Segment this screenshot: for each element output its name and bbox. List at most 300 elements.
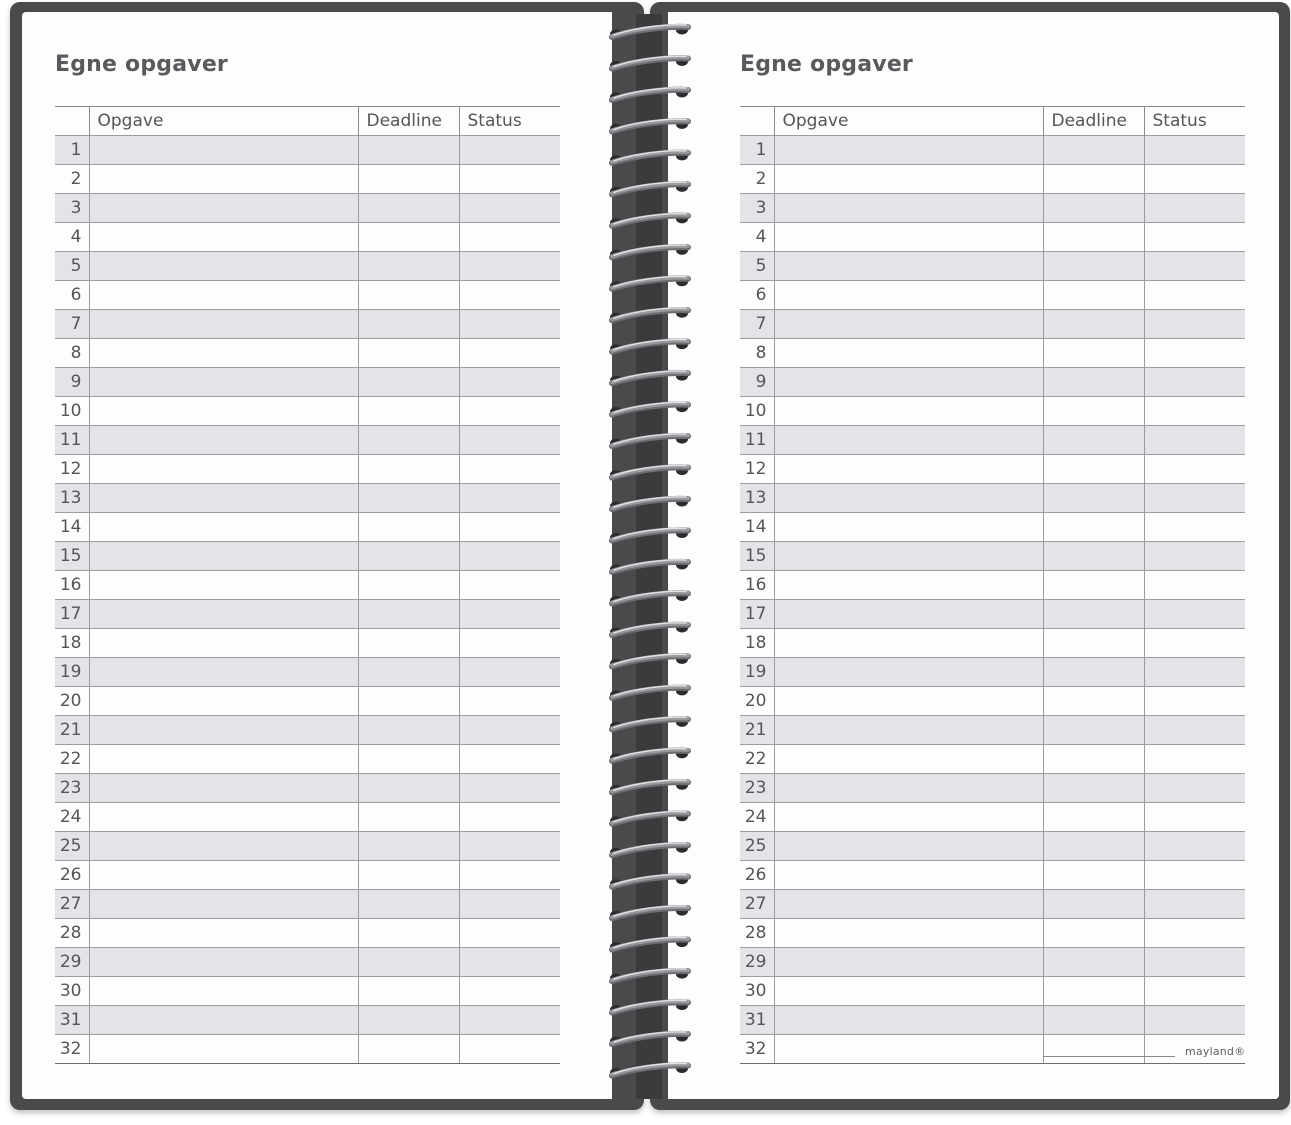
table-row (740, 861, 1245, 890)
deadline-cell[interactable] (358, 542, 459, 571)
row-number: 8 (55, 339, 89, 368)
task-cell[interactable] (89, 687, 358, 716)
status-cell[interactable] (459, 397, 560, 426)
status-cell[interactable] (459, 571, 560, 600)
column-header-status: Status (1144, 107, 1245, 136)
status-cell[interactable] (459, 368, 560, 397)
deadline-cell[interactable] (1043, 223, 1144, 252)
table-row (55, 310, 560, 339)
row-number: 20 (740, 687, 774, 716)
row-number: 32 (740, 1035, 774, 1064)
deadline-cell[interactable] (1043, 658, 1144, 687)
status-cell[interactable] (459, 165, 560, 194)
task-cell[interactable] (774, 861, 1043, 890)
deadline-cell[interactable] (1043, 136, 1144, 165)
column-header-number (55, 107, 89, 136)
row-number: 24 (740, 803, 774, 832)
task-cell[interactable] (774, 542, 1043, 571)
task-cell[interactable] (774, 803, 1043, 832)
table-row (740, 774, 1245, 803)
deadline-cell[interactable] (1043, 629, 1144, 658)
status-cell[interactable] (459, 948, 560, 977)
table-row (740, 397, 1245, 426)
row-number: 2 (55, 165, 89, 194)
status-cell[interactable] (1144, 745, 1245, 774)
task-cell[interactable] (774, 165, 1043, 194)
task-cell[interactable] (89, 774, 358, 803)
task-cell[interactable] (89, 339, 358, 368)
row-number: 30 (55, 977, 89, 1006)
deadline-cell[interactable] (358, 716, 459, 745)
deadline-cell[interactable] (358, 1006, 459, 1035)
task-cell[interactable] (89, 832, 358, 861)
status-cell[interactable] (459, 832, 560, 861)
status-cell[interactable] (459, 194, 560, 223)
row-number: 22 (740, 745, 774, 774)
deadline-cell[interactable] (358, 426, 459, 455)
deadline-cell[interactable] (1043, 1035, 1144, 1064)
table-row (740, 832, 1245, 861)
deadline-cell[interactable] (358, 948, 459, 977)
task-cell[interactable] (774, 629, 1043, 658)
status-cell[interactable] (1144, 977, 1245, 1006)
task-cell[interactable] (89, 919, 358, 948)
status-cell[interactable] (459, 455, 560, 484)
table-row (55, 919, 560, 948)
table-row (55, 1006, 560, 1035)
status-cell[interactable] (459, 861, 560, 890)
row-number: 26 (55, 861, 89, 890)
deadline-cell[interactable] (1043, 455, 1144, 484)
deadline-cell[interactable] (358, 629, 459, 658)
table-row (55, 223, 560, 252)
table-row (740, 629, 1245, 658)
deadline-cell[interactable] (1043, 977, 1144, 1006)
row-number: 1 (740, 136, 774, 165)
table-row (740, 281, 1245, 310)
status-cell[interactable] (1144, 832, 1245, 861)
status-cell[interactable] (459, 977, 560, 1006)
table-row (55, 977, 560, 1006)
task-cell[interactable] (89, 629, 358, 658)
brand-rule (1043, 1056, 1175, 1057)
table-row (740, 513, 1245, 542)
status-cell[interactable] (1144, 1006, 1245, 1035)
task-cell[interactable] (774, 832, 1043, 861)
task-cell[interactable] (89, 658, 358, 687)
table-row (740, 948, 1245, 977)
table-row (55, 658, 560, 687)
deadline-cell[interactable] (358, 600, 459, 629)
deadline-cell[interactable] (1043, 484, 1144, 513)
deadline-cell[interactable] (358, 368, 459, 397)
task-cell[interactable] (89, 310, 358, 339)
status-cell[interactable] (1144, 861, 1245, 890)
row-number: 7 (55, 310, 89, 339)
status-cell[interactable] (459, 1035, 560, 1064)
table-row (740, 658, 1245, 687)
row-number: 26 (740, 861, 774, 890)
table-row (55, 426, 560, 455)
row-number: 3 (55, 194, 89, 223)
status-cell[interactable] (1144, 687, 1245, 716)
task-table (55, 106, 560, 1064)
spiral-binding-icon (604, 14, 694, 1099)
row-number: 25 (740, 832, 774, 861)
status-cell[interactable] (1144, 716, 1245, 745)
task-cell[interactable] (89, 977, 358, 1006)
status-cell[interactable] (1144, 426, 1245, 455)
status-cell[interactable] (459, 803, 560, 832)
table-row (740, 1006, 1245, 1035)
row-number: 12 (55, 455, 89, 484)
column-header-status: Status (459, 107, 560, 136)
deadline-cell[interactable] (358, 861, 459, 890)
table-row (740, 136, 1245, 165)
row-number: 31 (55, 1006, 89, 1035)
row-number: 29 (740, 948, 774, 977)
status-cell[interactable] (1144, 513, 1245, 542)
table-row (55, 194, 560, 223)
task-cell[interactable] (89, 745, 358, 774)
row-number: 25 (55, 832, 89, 861)
row-number: 20 (55, 687, 89, 716)
table-row (55, 745, 560, 774)
status-cell[interactable] (1144, 948, 1245, 977)
status-cell[interactable] (1144, 397, 1245, 426)
row-number: 31 (740, 1006, 774, 1035)
deadline-cell[interactable] (1043, 716, 1144, 745)
deadline-cell[interactable] (358, 513, 459, 542)
status-cell[interactable] (1144, 281, 1245, 310)
row-number: 8 (740, 339, 774, 368)
table-row (55, 600, 560, 629)
task-cell[interactable] (774, 194, 1043, 223)
status-cell[interactable] (459, 281, 560, 310)
deadline-cell[interactable] (1043, 1006, 1144, 1035)
deadline-cell[interactable] (1043, 426, 1144, 455)
task-cell[interactable] (774, 919, 1043, 948)
status-cell[interactable] (459, 542, 560, 571)
row-number: 17 (740, 600, 774, 629)
deadline-cell[interactable] (1043, 948, 1144, 977)
deadline-cell[interactable] (358, 397, 459, 426)
deadline-cell[interactable] (358, 687, 459, 716)
status-cell[interactable] (459, 687, 560, 716)
task-cell[interactable] (774, 455, 1043, 484)
status-cell[interactable] (459, 745, 560, 774)
row-number: 18 (55, 629, 89, 658)
task-cell[interactable] (774, 426, 1043, 455)
deadline-cell[interactable] (1043, 832, 1144, 861)
status-cell[interactable] (1144, 165, 1245, 194)
deadline-cell[interactable] (358, 774, 459, 803)
table-row (55, 165, 560, 194)
row-number: 2 (740, 165, 774, 194)
deadline-cell[interactable] (358, 484, 459, 513)
task-cell[interactable] (774, 687, 1043, 716)
left-page (22, 12, 612, 1099)
deadline-cell[interactable] (1043, 803, 1144, 832)
table-row (55, 252, 560, 281)
table-row (740, 252, 1245, 281)
task-cell[interactable] (89, 948, 358, 977)
status-cell[interactable] (459, 716, 560, 745)
deadline-cell[interactable] (1043, 310, 1144, 339)
task-cell[interactable] (89, 600, 358, 629)
row-number: 14 (55, 513, 89, 542)
deadline-cell[interactable] (1043, 339, 1144, 368)
task-cell[interactable] (89, 223, 358, 252)
task-cell[interactable] (774, 774, 1043, 803)
column-header-deadline: Deadline (358, 107, 459, 136)
row-number: 32 (55, 1035, 89, 1064)
deadline-cell[interactable] (358, 223, 459, 252)
status-cell[interactable] (459, 919, 560, 948)
task-cell[interactable] (89, 803, 358, 832)
task-cell[interactable] (774, 136, 1043, 165)
status-cell[interactable] (1144, 484, 1245, 513)
table-row (55, 1035, 560, 1064)
deadline-cell[interactable] (1043, 397, 1144, 426)
status-cell[interactable] (1144, 890, 1245, 919)
deadline-cell[interactable] (358, 310, 459, 339)
deadline-cell[interactable] (358, 136, 459, 165)
row-number: 15 (55, 542, 89, 571)
row-number: 5 (55, 252, 89, 281)
status-cell[interactable] (1144, 136, 1245, 165)
status-cell[interactable] (1144, 658, 1245, 687)
task-cell[interactable] (774, 658, 1043, 687)
deadline-cell[interactable] (358, 281, 459, 310)
task-cell[interactable] (89, 890, 358, 919)
row-number: 13 (55, 484, 89, 513)
deadline-cell[interactable] (358, 745, 459, 774)
deadline-cell[interactable] (358, 194, 459, 223)
deadline-cell[interactable] (1043, 571, 1144, 600)
deadline-cell[interactable] (1043, 542, 1144, 571)
status-cell[interactable] (1144, 803, 1245, 832)
task-cell[interactable] (89, 1035, 358, 1064)
status-cell[interactable] (459, 136, 560, 165)
row-number: 7 (740, 310, 774, 339)
status-cell[interactable] (459, 1006, 560, 1035)
table-row (740, 890, 1245, 919)
task-cell[interactable] (774, 513, 1043, 542)
task-cell[interactable] (89, 397, 358, 426)
table-row (740, 919, 1245, 948)
status-cell[interactable] (459, 339, 560, 368)
deadline-cell[interactable] (358, 832, 459, 861)
deadline-cell[interactable] (1043, 861, 1144, 890)
table-row (55, 484, 560, 513)
status-cell[interactable] (459, 774, 560, 803)
deadline-cell[interactable] (1043, 281, 1144, 310)
table-row (740, 455, 1245, 484)
status-cell[interactable] (459, 310, 560, 339)
deadline-cell[interactable] (1043, 513, 1144, 542)
status-cell[interactable] (1144, 194, 1245, 223)
table-row (740, 977, 1245, 1006)
task-cell[interactable] (774, 484, 1043, 513)
table-row (55, 629, 560, 658)
deadline-cell[interactable] (1043, 745, 1144, 774)
row-number: 21 (740, 716, 774, 745)
task-cell[interactable] (774, 1006, 1043, 1035)
deadline-cell[interactable] (358, 803, 459, 832)
row-number: 28 (740, 919, 774, 948)
task-cell[interactable] (89, 484, 358, 513)
table-row (55, 513, 560, 542)
task-cell[interactable] (89, 368, 358, 397)
table-row (55, 281, 560, 310)
status-cell[interactable] (459, 252, 560, 281)
task-cell[interactable] (89, 426, 358, 455)
row-number: 10 (55, 397, 89, 426)
row-number: 10 (740, 397, 774, 426)
task-cell[interactable] (774, 368, 1043, 397)
row-number: 21 (55, 716, 89, 745)
task-cell[interactable] (89, 136, 358, 165)
row-number: 14 (740, 513, 774, 542)
task-cell[interactable] (774, 977, 1043, 1006)
row-number: 9 (740, 368, 774, 397)
task-cell[interactable] (89, 455, 358, 484)
deadline-cell[interactable] (358, 252, 459, 281)
table-row (55, 455, 560, 484)
deadline-cell[interactable] (1043, 600, 1144, 629)
status-cell[interactable] (1144, 542, 1245, 571)
status-cell[interactable] (459, 629, 560, 658)
task-cell[interactable] (774, 600, 1043, 629)
row-number: 3 (740, 194, 774, 223)
task-cell[interactable] (774, 310, 1043, 339)
row-number: 28 (55, 919, 89, 948)
deadline-cell[interactable] (358, 658, 459, 687)
row-number: 27 (55, 890, 89, 919)
deadline-cell[interactable] (358, 165, 459, 194)
column-header-number (740, 107, 774, 136)
deadline-cell[interactable] (358, 339, 459, 368)
deadline-cell[interactable] (1043, 687, 1144, 716)
deadline-cell[interactable] (358, 1035, 459, 1064)
row-number: 13 (740, 484, 774, 513)
deadline-cell[interactable] (358, 919, 459, 948)
task-cell[interactable] (89, 281, 358, 310)
deadline-cell[interactable] (358, 977, 459, 1006)
status-cell[interactable] (1144, 252, 1245, 281)
task-cell[interactable] (774, 890, 1043, 919)
status-cell[interactable] (459, 658, 560, 687)
task-table (740, 106, 1245, 1064)
row-number: 23 (55, 774, 89, 803)
table-row (740, 339, 1245, 368)
status-cell[interactable] (459, 426, 560, 455)
row-number: 16 (55, 571, 89, 600)
status-cell[interactable] (1144, 774, 1245, 803)
task-cell[interactable] (774, 252, 1043, 281)
status-cell[interactable] (1144, 571, 1245, 600)
status-cell[interactable] (1144, 600, 1245, 629)
status-cell[interactable] (459, 223, 560, 252)
deadline-cell[interactable] (358, 571, 459, 600)
task-cell[interactable] (774, 571, 1043, 600)
task-cell[interactable] (774, 948, 1043, 977)
row-number: 11 (55, 426, 89, 455)
row-number: 12 (740, 455, 774, 484)
row-number: 18 (740, 629, 774, 658)
status-cell[interactable] (1144, 629, 1245, 658)
task-cell[interactable] (89, 1006, 358, 1035)
status-cell[interactable] (1144, 339, 1245, 368)
deadline-cell[interactable] (1043, 890, 1144, 919)
table-row (740, 194, 1245, 223)
row-number: 30 (740, 977, 774, 1006)
deadline-cell[interactable] (1043, 774, 1144, 803)
table-header-row (740, 107, 1245, 136)
deadline-cell[interactable] (1043, 252, 1144, 281)
status-cell[interactable] (1144, 310, 1245, 339)
task-cell[interactable] (774, 745, 1043, 774)
row-number: 24 (55, 803, 89, 832)
row-number: 23 (740, 774, 774, 803)
deadline-cell[interactable] (1043, 194, 1144, 223)
table-row (740, 310, 1245, 339)
status-cell[interactable] (1144, 455, 1245, 484)
table-row (55, 774, 560, 803)
task-cell[interactable] (89, 571, 358, 600)
row-number: 19 (740, 658, 774, 687)
status-cell[interactable] (459, 890, 560, 919)
status-cell[interactable] (1144, 919, 1245, 948)
task-cell[interactable] (774, 339, 1043, 368)
task-cell[interactable] (774, 397, 1043, 426)
status-cell[interactable] (459, 513, 560, 542)
task-cell[interactable] (774, 281, 1043, 310)
table-row (740, 484, 1245, 513)
table-row (740, 223, 1245, 252)
table-row (55, 136, 560, 165)
task-cell[interactable] (89, 716, 358, 745)
task-cell[interactable] (89, 252, 358, 281)
task-cell[interactable] (774, 716, 1043, 745)
task-cell[interactable] (89, 542, 358, 571)
task-cell[interactable] (89, 861, 358, 890)
status-cell[interactable] (1144, 368, 1245, 397)
brand-logo: mayland® (1185, 1045, 1246, 1058)
task-cell[interactable] (89, 194, 358, 223)
task-cell[interactable] (89, 513, 358, 542)
status-cell[interactable] (1144, 223, 1245, 252)
deadline-cell[interactable] (1043, 368, 1144, 397)
row-number: 9 (55, 368, 89, 397)
task-cell[interactable] (774, 1035, 1043, 1064)
table-row (740, 745, 1245, 774)
status-cell[interactable] (459, 600, 560, 629)
deadline-cell[interactable] (358, 455, 459, 484)
status-cell[interactable] (459, 484, 560, 513)
table-row (55, 339, 560, 368)
deadline-cell[interactable] (1043, 165, 1144, 194)
table-row (740, 542, 1245, 571)
page-title: Egne opgaver (740, 52, 913, 77)
task-cell[interactable] (774, 223, 1043, 252)
deadline-cell[interactable] (1043, 919, 1144, 948)
deadline-cell[interactable] (358, 890, 459, 919)
task-cell[interactable] (89, 165, 358, 194)
table-row (740, 368, 1245, 397)
table-row (55, 948, 560, 977)
